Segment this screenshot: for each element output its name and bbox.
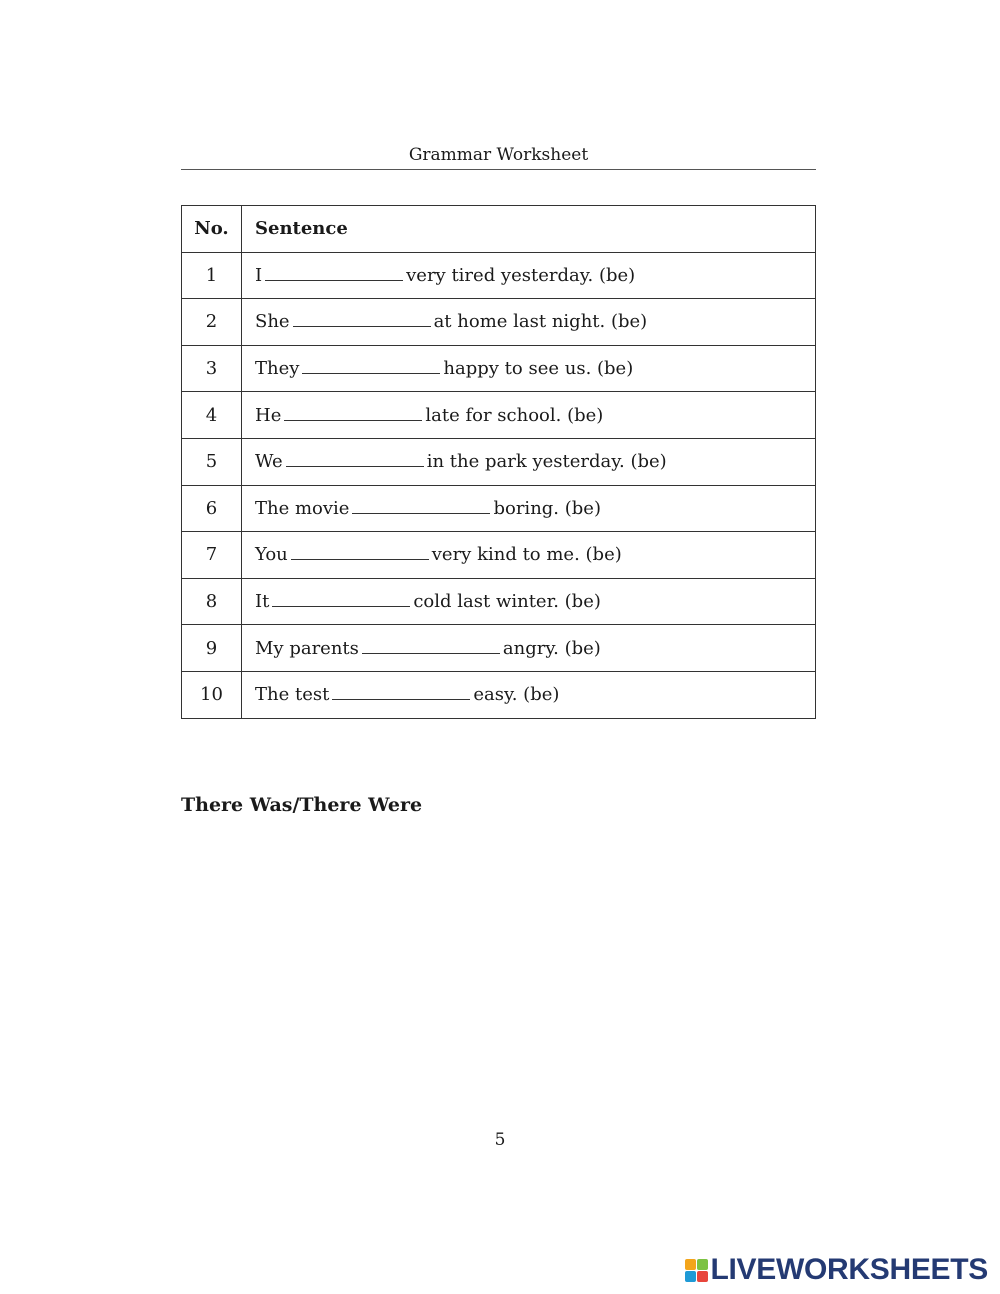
sentence-end: happy to see us. (be) [443, 358, 634, 380]
table-row [182, 625, 816, 672]
sentence-cell [242, 532, 816, 579]
answer-blank[interactable] [265, 266, 403, 281]
row-number: 3 [182, 345, 242, 392]
sentence-start: My parents [255, 637, 359, 659]
row-number: 1 [182, 252, 242, 299]
sentence-start: We [255, 451, 283, 473]
sentence-start: I [255, 264, 263, 286]
answer-blank[interactable] [332, 685, 470, 700]
sentence-end: at home last night. (be) [433, 311, 648, 333]
sentence-start: They [255, 358, 300, 380]
row-number: 5 [182, 438, 242, 485]
answer-blank[interactable] [293, 312, 431, 327]
sentence-end: boring. (be) [493, 497, 601, 519]
answer-blank[interactable] [362, 639, 500, 654]
table-row [182, 671, 816, 718]
section-heading: There Was/There Were [181, 794, 423, 816]
answer-blank[interactable] [284, 406, 422, 421]
answer-blank[interactable] [291, 545, 429, 560]
sentence-cell [242, 485, 816, 532]
exercise-table [181, 205, 816, 719]
sentence-cell [242, 299, 816, 346]
page-header-title: Grammar Worksheet [181, 143, 816, 170]
sentence-cell [242, 438, 816, 485]
sentence-end: cold last winter. (be) [413, 591, 601, 613]
logo-text: LIVEWORKSHEETS [710, 1253, 988, 1286]
column-header-number: No. [182, 206, 242, 253]
page-number: 5 [494, 1130, 506, 1150]
table-row [182, 578, 816, 625]
answer-blank[interactable] [302, 359, 440, 374]
row-number: 9 [182, 625, 242, 672]
sentence-cell [242, 345, 816, 392]
table-row [182, 392, 816, 439]
sentence-cell [242, 252, 816, 299]
sentence-start: He [255, 404, 282, 426]
sentence-end: in the park yesterday. (be) [426, 451, 667, 473]
sentence-cell [242, 671, 816, 718]
sentence-start: The movie [255, 497, 350, 519]
sentence-start: She [255, 311, 290, 333]
table-row [182, 438, 816, 485]
sentence-start: You [255, 544, 288, 566]
sentence-cell [242, 392, 816, 439]
row-number: 7 [182, 532, 242, 579]
sentence-end: angry. (be) [502, 637, 601, 659]
liveworksheets-logo-icon [685, 1259, 708, 1282]
answer-blank[interactable] [352, 499, 490, 514]
sentence-end: very tired yesterday. (be) [406, 264, 636, 286]
sentence-cell [242, 625, 816, 672]
table-row [182, 252, 816, 299]
column-header-sentence: Sentence [242, 206, 816, 253]
sentence-start: It [255, 591, 270, 613]
table-row [182, 485, 816, 532]
row-number: 10 [182, 671, 242, 718]
row-number: 4 [182, 392, 242, 439]
table-row [182, 345, 816, 392]
sentence-end: late for school. (be) [425, 404, 604, 426]
answer-blank[interactable] [272, 592, 410, 607]
liveworksheets-logo[interactable] [685, 1253, 989, 1287]
row-number: 2 [182, 299, 242, 346]
table-header-row [182, 206, 816, 253]
row-number: 8 [182, 578, 242, 625]
row-number: 6 [182, 485, 242, 532]
sentence-start: The test [255, 684, 330, 706]
sentence-end: easy. (be) [473, 684, 560, 706]
sentence-end: very kind to me. (be) [431, 544, 622, 566]
sentence-cell [242, 578, 816, 625]
table-row [182, 299, 816, 346]
table-row [182, 532, 816, 579]
answer-blank[interactable] [286, 452, 424, 467]
